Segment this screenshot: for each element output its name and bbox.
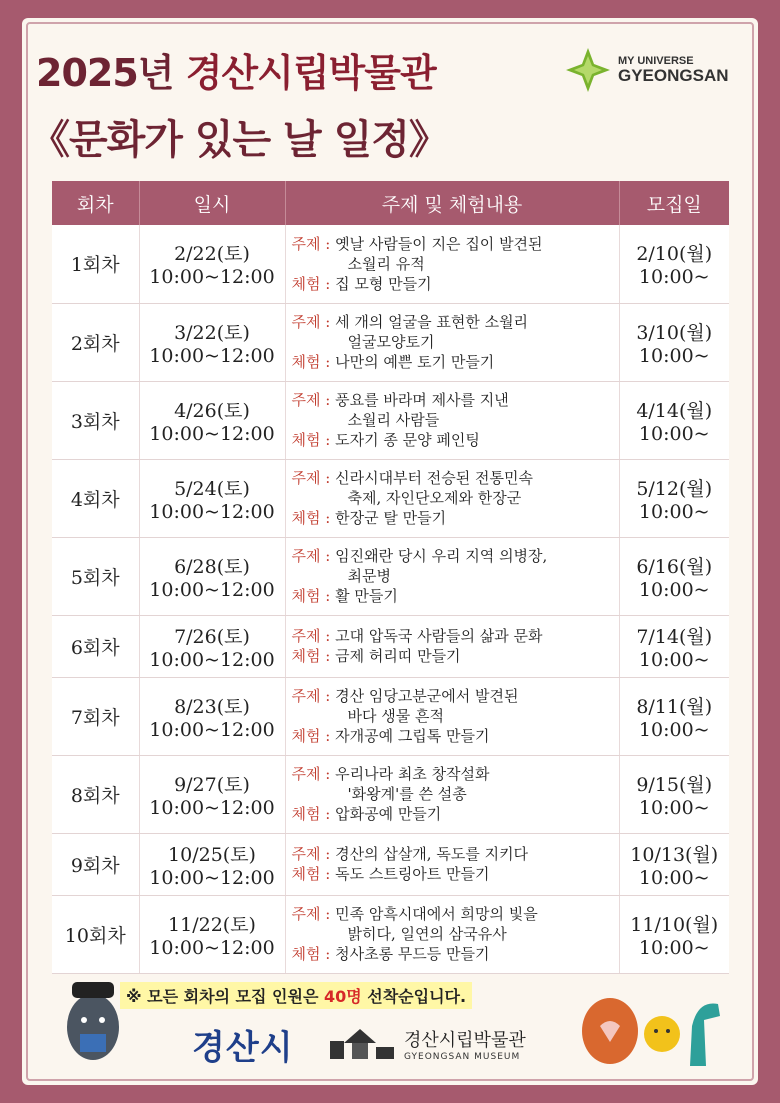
cell-recruit (619, 225, 729, 303)
table-row (52, 755, 729, 833)
cell-round: 1회차 (52, 225, 139, 303)
cell-datetime (139, 755, 285, 833)
event-time: 10:00~12:00 (149, 266, 275, 289)
activity-text: 집 모형 만들기 (335, 274, 432, 293)
topic-label: 주제 : (291, 905, 331, 923)
topic-text: 우리나라 최초 창작설화 (335, 765, 490, 783)
activity-text: 독도 스트링아트 만들기 (335, 865, 490, 883)
activity-text: 도자기 종 문양 페인팅 (335, 431, 480, 449)
brand-line1: MY UNIVERSE (618, 54, 694, 67)
event-date: 11/22(토) (168, 913, 256, 936)
topic-label: 주제 : (291, 547, 331, 565)
activity-text: 자개공예 그립톡 만들기 (335, 727, 490, 745)
cell-round: 7회차 (52, 677, 139, 755)
topic-text: 고대 압독국 사람들의 삶과 문화 (335, 627, 543, 645)
activity-label: 체험 : (291, 727, 331, 745)
event-time: 10:00~12:00 (149, 718, 275, 741)
museum-name-en: GYEONGSAN MUSEUM (404, 1052, 521, 1062)
recruit-time: 10:00~ (638, 344, 710, 367)
event-time: 10:00~12:00 (149, 796, 275, 819)
event-time: 10:00~12:00 (149, 344, 275, 367)
event-date: 3/22(토) (174, 321, 250, 344)
cell-datetime (139, 833, 285, 895)
topic-text: 경산의 삽살개, 독도를 지키다 (335, 845, 529, 863)
activity-label: 체험 : (291, 353, 331, 371)
cell-topic (285, 755, 619, 833)
cell-round: 10회차 (52, 895, 139, 973)
topic-label: 주제 : (291, 391, 331, 409)
activity-label: 체험 : (291, 431, 331, 449)
topic-label: 주제 : (291, 234, 331, 253)
table-row (52, 677, 729, 755)
table-row (52, 303, 729, 381)
table-row (52, 537, 729, 615)
event-date: 10/25(토) (168, 843, 256, 866)
recruit-time: 10:00~ (638, 578, 710, 601)
activity-label: 체험 : (291, 587, 331, 605)
recruit-date: 6/16(월) (636, 555, 713, 578)
cell-recruit (619, 615, 729, 677)
note-pre: ※ 모든 회차의 모집 인원은 (126, 987, 324, 1006)
recruit-date: 2/10(월) (636, 243, 713, 266)
event-date: 9/27(토) (174, 773, 250, 796)
topic-continued: 밝히다, 일연의 삼국유사 (347, 925, 507, 943)
activity-text: 나만의 예쁜 토기 만들기 (335, 353, 495, 371)
topic-label: 주제 : (291, 313, 331, 331)
topic-text: 민족 암흑시대에서 희망의 빛을 (335, 905, 538, 923)
table-row (52, 615, 729, 677)
event-time: 10:00~12:00 (149, 936, 275, 959)
header-topic: 주제 및 체험내용 (285, 181, 619, 225)
recruit-date: 11/10(월) (630, 913, 719, 936)
activity-label: 체험 : (291, 945, 331, 963)
note-post: 선착순입니다. (361, 987, 467, 1006)
cell-datetime (139, 225, 285, 303)
cell-topic (285, 615, 619, 677)
topic-text: 옛날 사람들이 지은 집이 발견된 (335, 234, 543, 253)
title-place: 경산시립박물관 (185, 51, 436, 95)
table-row (52, 225, 729, 303)
topic-label: 주제 : (291, 845, 331, 863)
cell-topic (285, 833, 619, 895)
cell-datetime (139, 381, 285, 459)
cell-datetime (139, 895, 285, 973)
activity-text: 압화공예 만들기 (335, 805, 442, 823)
topic-continued: '화왕계'를 쓴 설총 (347, 785, 467, 803)
cell-topic (285, 895, 619, 973)
activity-label: 체험 : (291, 865, 331, 883)
header-datetime: 일시 (139, 181, 285, 225)
gyeongsan-city-logo: 경산시 (192, 1028, 294, 1068)
table-row (52, 381, 729, 459)
title-year: 2025년 (36, 51, 174, 95)
recruit-date: 7/14(월) (636, 625, 713, 648)
recruit-time: 10:00~ (638, 422, 710, 445)
cell-topic (285, 459, 619, 537)
topic-continued: 소월리 사람들 (347, 411, 440, 429)
cell-topic (285, 537, 619, 615)
activity-label: 체험 : (291, 509, 331, 527)
event-date: 8/23(토) (174, 695, 250, 718)
topic-continued: 최문병 (347, 567, 391, 585)
activity-label: 체험 : (291, 805, 331, 823)
cell-round: 2회차 (52, 303, 139, 381)
topic-text: 임진왜란 당시 우리 지역 의병장, (335, 547, 548, 565)
cell-datetime (139, 677, 285, 755)
cell-datetime (139, 615, 285, 677)
recruit-time: 10:00~ (638, 866, 710, 889)
cell-datetime (139, 303, 285, 381)
activity-label: 체험 : (291, 647, 331, 665)
recruit-time: 10:00~ (638, 648, 710, 671)
cell-recruit (619, 677, 729, 755)
event-time: 10:00~12:00 (149, 422, 275, 445)
recruit-time: 10:00~ (638, 936, 710, 959)
recruit-time: 10:00~ (638, 500, 710, 523)
topic-text: 경산 임당고분군에서 발견된 (335, 687, 519, 705)
cell-round: 3회차 (52, 381, 139, 459)
brand-line2: GYEONGSAN (618, 65, 729, 85)
topic-continued: 얼굴모양토기 (347, 333, 435, 351)
cell-round: 4회차 (52, 459, 139, 537)
cell-recruit (619, 833, 729, 895)
recruit-date: 5/12(월) (636, 477, 713, 500)
cell-recruit (619, 459, 729, 537)
event-date: 2/22(토) (174, 243, 250, 266)
topic-label: 주제 : (291, 469, 331, 487)
cell-topic (285, 303, 619, 381)
recruit-time: 10:00~ (638, 266, 710, 289)
event-date: 5/24(토) (174, 477, 250, 500)
cell-round: 8회차 (52, 755, 139, 833)
event-time: 10:00~12:00 (149, 500, 275, 523)
recruit-date: 10/13(월) (630, 843, 719, 866)
recruit-note (120, 982, 472, 1009)
cell-topic (285, 381, 619, 459)
activity-text: 청사초롱 무드등 만들기 (335, 945, 490, 963)
recruit-time: 10:00~ (638, 718, 710, 741)
cell-round: 6회차 (52, 615, 139, 677)
recruit-date: 4/14(월) (636, 399, 713, 422)
mascot-characters-icon (580, 986, 730, 1066)
recruit-date: 9/15(월) (636, 773, 713, 796)
schedule-table (52, 181, 729, 974)
event-time: 10:00~12:00 (149, 578, 275, 601)
table-row (52, 459, 729, 537)
cell-round: 5회차 (52, 537, 139, 615)
museum-name: 경산시립박물관 (404, 1030, 526, 1051)
activity-text: 한장군 탈 만들기 (335, 509, 447, 527)
my-universe-logo (566, 48, 729, 92)
cell-round: 9회차 (52, 833, 139, 895)
topic-text: 세 개의 얼굴을 표현한 소월리 (335, 313, 529, 331)
header-recruit: 모집일 (619, 181, 729, 225)
topic-label: 주제 : (291, 687, 331, 705)
recruit-time: 10:00~ (638, 796, 710, 819)
recruit-date: 3/10(월) (636, 321, 713, 344)
gyeongsan-star-icon (566, 48, 610, 92)
cell-recruit (619, 755, 729, 833)
mascot-scholar-icon (58, 972, 128, 1062)
event-time: 10:00~12:00 (149, 648, 275, 671)
activity-text: 금제 허리띠 만들기 (335, 647, 461, 665)
cell-datetime (139, 459, 285, 537)
recruit-date: 8/11(월) (636, 695, 713, 718)
cell-topic (285, 677, 619, 755)
cell-datetime (139, 537, 285, 615)
topic-text: 신라시대부터 전승된 전통민속 (335, 469, 534, 487)
topic-continued: 소월리 유적 (347, 254, 425, 273)
topic-continued: 바다 생물 흔적 (347, 707, 444, 725)
table-header-row (52, 181, 729, 225)
topic-label: 주제 : (291, 765, 331, 783)
topic-continued: 축제, 자인단오제와 한장군 (347, 489, 522, 507)
museum-mark-icon (330, 1029, 394, 1059)
header-round: 회차 (52, 181, 139, 225)
cell-recruit (619, 381, 729, 459)
note-highlight: 40명 (323, 987, 362, 1006)
museum-logo (330, 1026, 526, 1062)
topic-label: 주제 : (291, 627, 331, 645)
cell-recruit (619, 303, 729, 381)
event-date: 4/26(토) (174, 399, 250, 422)
activity-text: 활 만들기 (335, 587, 398, 605)
event-date: 6/28(토) (174, 555, 250, 578)
event-time: 10:00~12:00 (149, 866, 275, 889)
cell-recruit (619, 895, 729, 973)
cell-recruit (619, 537, 729, 615)
topic-text: 풍요를 바라며 제사를 지낸 (335, 391, 509, 409)
cell-topic (285, 225, 619, 303)
activity-label: 체험 : (291, 274, 331, 293)
event-date: 7/26(토) (174, 625, 250, 648)
title-year-place (36, 42, 436, 97)
table-row (52, 895, 729, 973)
title-subtitle: 《문화가 있는 날 일정》 (30, 117, 448, 163)
table-row (52, 833, 729, 895)
